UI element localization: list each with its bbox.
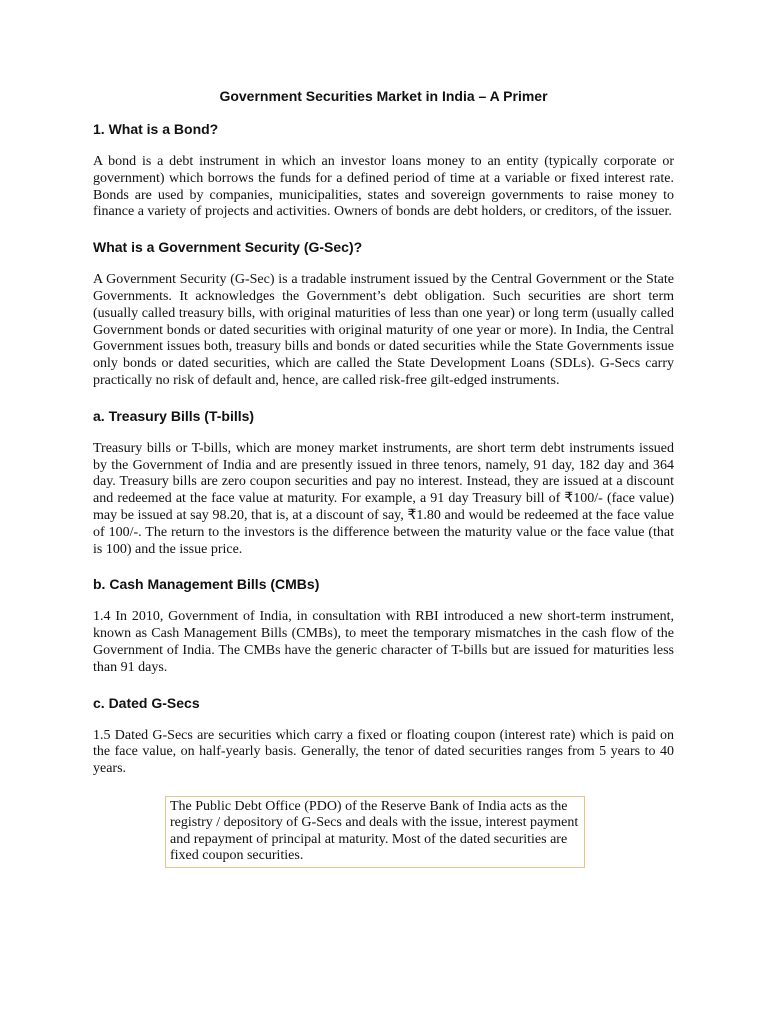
document-title: Government Securities Market in India – A Primer [219, 88, 548, 104]
section-body-tbills: Treasury bills or T-bills, which are money market instruments, are short term debt instruments issued by the Government of India and are presently issued in three tenors, namely, 91 day, 182 day and 364 day. Treasury bills are zero coupon securities and pay no interest. Instead, they are issued at a discount and redeemed at the face value at maturity. For example, a 91 day Treasury bill of ₹100/- (face value) may be issued at say 98.20, that is, at a discount of say, ₹1.80 and would be redeemed at the face value of 100/-. The return to the investors is the difference between the maturity value or the face value (that is 100) and the issue price. [93, 440, 674, 557]
section-heading-gsec: What is a Government Security (G-Sec)? [93, 239, 363, 256]
pdo-note-box [165, 796, 585, 868]
section-heading-cmbs: b. Cash Management Bills (CMBs) [93, 576, 320, 593]
section-heading-bond: 1. What is a Bond? [93, 121, 219, 137]
section-body-gsec: A Government Security (G-Sec) is a tradable instrument issued by the Central Government or the State Governments. It acknowledges the Government’s debt obligation. Such securities are short term (usually called treasury bills, with original maturities of less than one year) or long term (usually called Government bonds or dated securities with original maturity of one year or more). In India, the Central Government issues both, treasury bills and bonds or dated securities while the State Governments issue only bonds or dated securities, which are called the State Development Loans (SDLs). G-Secs carry practically no risk of default and, hence, are called risk-free gilt-edged instruments. [93, 272, 674, 388]
section-heading-tbills: a. Treasury Bills (T-bills) [93, 407, 255, 424]
document-page [93, 88, 674, 868]
section-body-cmbs: 1.4 In 2010, Government of India, in consultation with RBI introduced a new short-term instrument, known as Cash Management Bills (CMBs), to meet the temporary mismatches in the cash flow of the Government of India. The CMBs have the generic character of T-bills but are issued for maturities less than 91 days. [93, 609, 674, 675]
section-body-bond: A bond is a debt instrument in which an investor loans money to an entity (typically corporate or government) which borrows the funds for a defined period of time at a variable or fixed interest rate. Bonds are used by companies, municipalities, states and sovereign governments to raise money to finance a variety of projects and activities. Owners of bonds are debt holders, or creditors, of the issuer. [93, 154, 674, 220]
section-body-dated-gsecs: 1.5 Dated G-Secs are securities which carry a fixed or floating coupon (interest rate) which is paid on the face value, on half-yearly basis. Generally, the tenor of dated securities ranges from 5 years to 40 years. [93, 727, 674, 777]
section-heading-dated-gsecs: c. Dated G-Secs [93, 694, 200, 711]
pdo-note-text: The Public Debt Office (PDO) of the Reserve Bank of India acts as the registry / depository of G-Secs and deals with the issue, interest payment and repayment of principal at maturity. Most of the dated securities are fixed coupon securities. [170, 798, 579, 864]
